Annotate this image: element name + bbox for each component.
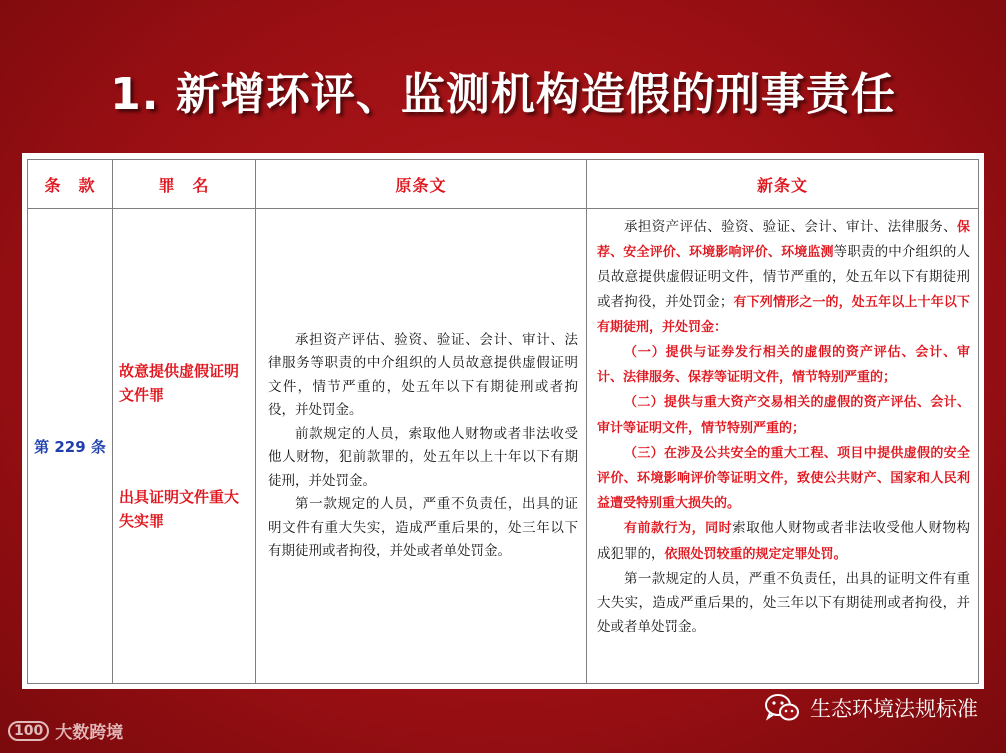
law-comparison-panel [22, 153, 984, 689]
new-paragraph-1: 承担资产评估、验资、验证、会计、审计、法律服务、保荐、安全评价、环境影响评价、环境监测等职责的中介组织的人员故意提供虚假证明文件，情节严重的，处五年以下有期徒刑或者拘役，并处罚金；有下列情形之一的，处五年以上十年以下有期徒刑，并处罚金： [597, 219, 970, 335]
header-crime: 罪 名 [113, 160, 256, 209]
table-row [28, 209, 979, 684]
logo-mark: 100 [8, 721, 49, 741]
new-item-1: （一）提供与证券发行相关的虚假的资产评估、会计、审计、法律服务、保荐等证明文件，情节特别严重的； [597, 345, 970, 386]
slide-title: 1. 新增环评、监测机构造假的刑事责任 [110, 69, 896, 120]
wechat-icon [764, 692, 800, 724]
header-old-text: 原条文 [256, 160, 587, 209]
header-new-text: 新条文 [587, 160, 979, 209]
new-text-cell [587, 209, 979, 684]
old-paragraph-3: 第一款规定的人员，严重不负责任，出具的证明文件有重大失实，造成严重后果的，处三年以下有期徒刑或者拘役，并处或者单处罚金。 [268, 496, 578, 559]
new-item-3: （三）在涉及公共安全的重大工程、项目中提供虚假的安全评价、环境影响评价等证明文件，致使公共财产、国家和人民利益遭受特别重大损失的。 [597, 445, 970, 512]
old-text-cell [256, 209, 587, 684]
crime-name-1: 故意提供虚假证明文件罪 [119, 362, 240, 404]
logo-text: 大数跨境 [55, 723, 124, 743]
old-paragraph-1: 承担资产评估、验资、验证、会计、审计、法律服务等职责的中介组织的人员故意提供虚假证明文件，情节严重的，处五年以下有期徒刑或者拘役，并处罚金。 [268, 331, 578, 418]
new-item-2: （二）提供与重大资产交易相关的虚假的资产评估、会计、审计等证明文件，情节特别严重的； [597, 395, 970, 436]
old-paragraph-2: 前款规定的人员，索取他人财物或者非法收受他人财物，犯前款罪的，处五年以上十年以下有期徒刑，并处罚金。 [268, 425, 578, 489]
header-clause: 条 款 [28, 160, 113, 209]
watermark-logo [8, 718, 123, 743]
crime-name-2: 出具证明文件重大失实罪 [119, 488, 240, 530]
wechat-account-name: 生态环境法规标准 [810, 697, 978, 721]
clause-number: 第 229 条 [28, 209, 113, 684]
law-comparison-table [27, 159, 979, 684]
new-paragraph-2: 有前款行为，同时索取他人财物或者非法收受他人财物构成犯罪的，依照处罚较重的规定定罪处罚。 [597, 520, 970, 562]
table-header-row [28, 160, 979, 209]
new-paragraph-3: 第一款规定的人员，严重不负责任，出具的证明文件有重大失实，造成严重后果的，处三年以下有期徒刑或者拘役，并处或者单处罚金。 [597, 570, 970, 636]
wechat-account [764, 692, 978, 724]
crime-names-cell [113, 209, 256, 684]
